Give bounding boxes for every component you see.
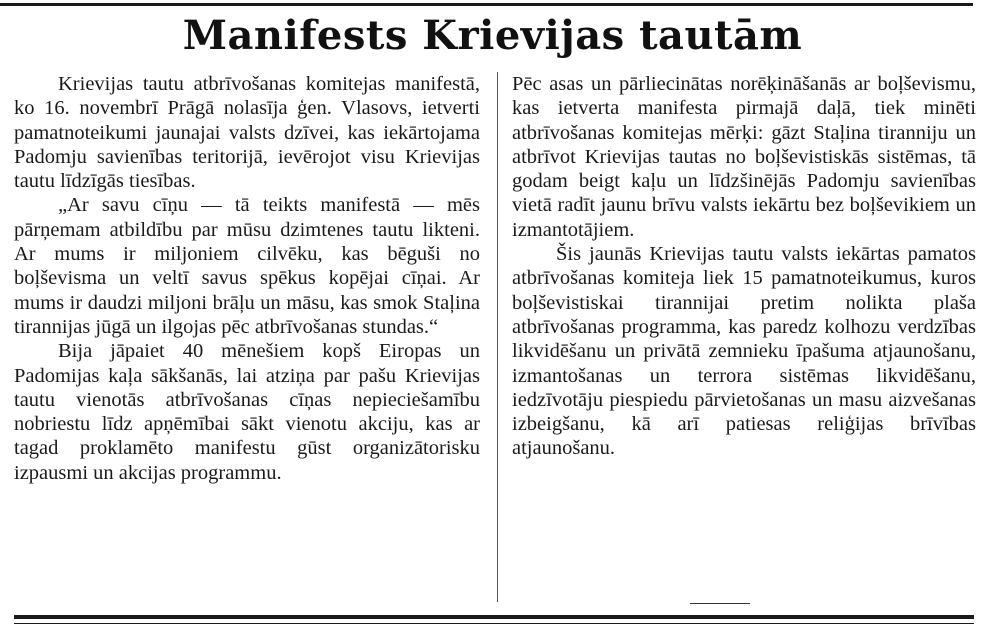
column-divider — [497, 72, 498, 602]
paragraph: „Ar savu cīņu — tā teikts manifestā — mēs pārņemam atbildību par mūsu dzimtenes tautu likteni. Ar mums ir miljoniem cilvēku, kas bēguši no boļševisma un veltī savus spēkus kopējai cīņai. Ar mums ir daudzi miljoni brāļu un māsu, kas smok Staļina tirannijas jūgā un ilgojas pēc atbrīvošanas stundas.“ — [14, 194, 480, 338]
article-end-mark — [690, 603, 750, 604]
paragraph: Krievijas tautu atbrīvošanas komitejas manifestā, ko 16. novembrī Prāgā nolasīja ģen. Vlasovs, ietverti pamatnoteikumi jaunajai valsts dzīvei, kas iekārtojama Padomju savienības teritorijā, ievērojot visu Krievijas tautu līdzīgās tiesības. — [14, 73, 480, 193]
right-column — [512, 72, 976, 461]
paragraph: Šis jaunās Krievijas tautu valsts iekārtas pamatos atbrīvošanas komiteja liek 15 pamatnoteikumus, kuros boļševistiskai tirannijai pretim nolikta plaša atbrīvošanas programma, kas paredz kolhozu verdzības likvidēšanu un privātā zemnieku īpašuma atjaunošanu, izmantošanas un terrora sistēmas likvidēšanu, iedzīvotāju piespiedu pārvietošanas un masu aizvešanas izbeigšanu, kā arī patiesas reliģijas brīvības atjaunošanu. — [512, 243, 976, 460]
article-title: Manifests Krievijas tautām — [182, 12, 803, 59]
paragraph: Pēc asas un pārliecinātas norēķināšanās ar boļševismu, kas ietverta manifesta pirmajā daļā, tiek minēti atbrīvošanas komitejas mērķi: gāzt Staļina tiranniju un atbrīvot Krievijas tautas no boļševistiskās sistēmas, tā godam beigt kaļu un līdzšinējās Padomju savienības vietā radīt jaunu brīvu valsts iekārtu bez boļševikiem un izmantotājiem. — [512, 73, 976, 241]
bottom-rule-thin — [14, 623, 974, 624]
left-column — [14, 72, 480, 485]
bottom-rule — [14, 615, 974, 619]
top-rule — [0, 3, 973, 6]
paragraph: Bija jāpaiet 40 mēnešiem kopš Eiropas un Padomijas kaļa sākšanās, lai atziņa par pašu Krievijas tautu vienotās atbrīvošanas cīņas nepieciešamību nobriestu līdz apņēmībai sākt vienotu akciju, kas ar tagad proklamēto manifestu gūst organizātorisku izpausmi un akcijas programmu. — [14, 340, 480, 484]
